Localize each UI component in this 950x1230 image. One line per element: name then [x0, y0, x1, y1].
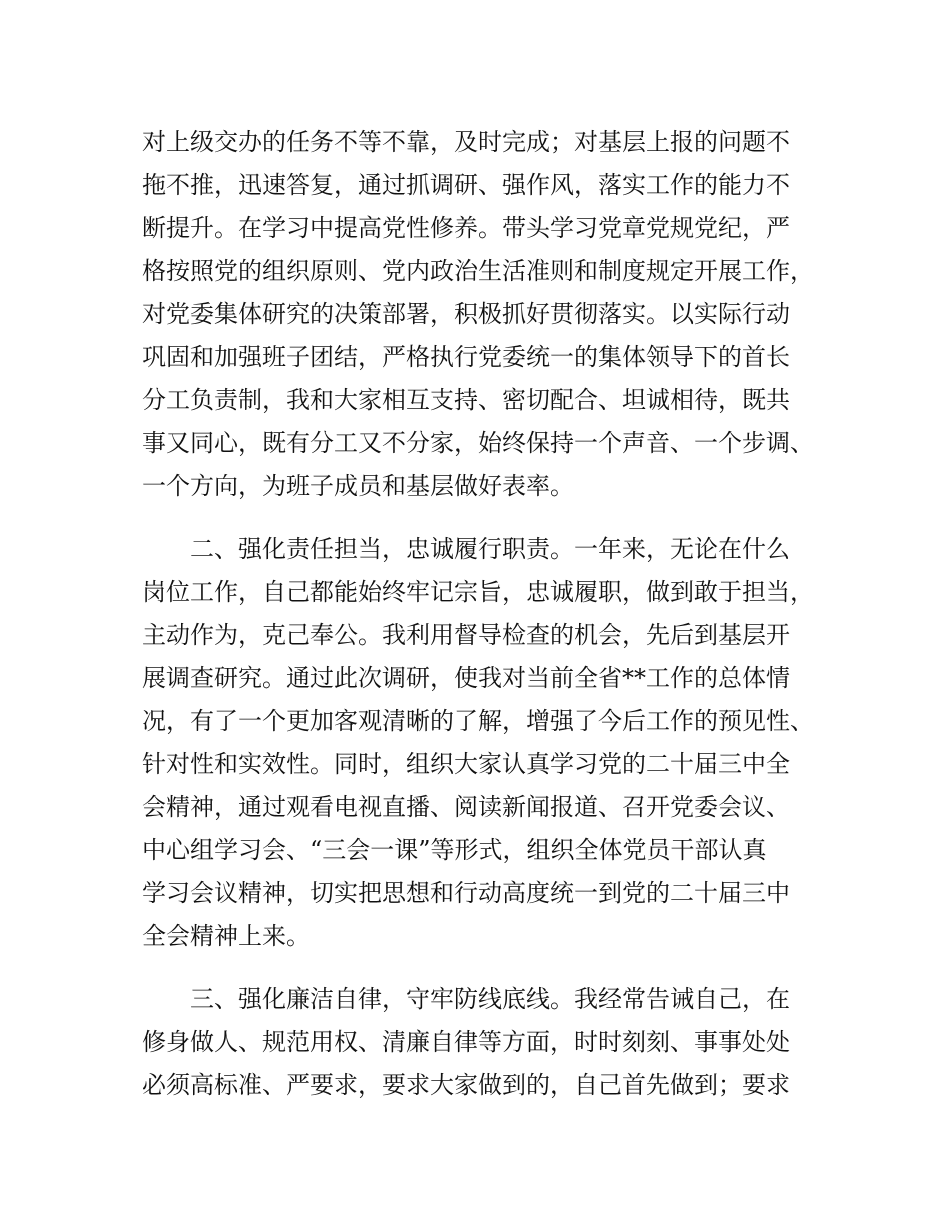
text-line: 断提升。在学习中提高党性修养。带头学习党章党规党纪，严: [142, 214, 790, 242]
text-line: 必须高标准、严要求，要求大家做到的，自己首先做到；要求: [142, 1071, 790, 1099]
text-line: 主动作为，克己奉公。我利用督导检查的机会，先后到基层开: [142, 621, 790, 649]
text-line: 三、强化廉洁自律，守牢防线底线。我经常告诫自己，在: [190, 985, 790, 1013]
text-line: 针对性和实效性。同时，组织大家认真学习党的二十届三中全: [142, 750, 790, 778]
text-line: 中心组学习会、“三会一课”等形式，组织全体党员干部认真: [142, 836, 767, 864]
text-line: 学习会议精神，切实把思想和行动高度统一到党的二十届三中: [142, 879, 790, 907]
text-line: 全会精神上来。: [142, 922, 310, 950]
text-line: 况，有了一个更加客观清晰的了解，增强了今后工作的预见性、: [142, 707, 814, 735]
text-line: 对党委集体研究的决策部署，积极抓好贯彻落实。以实际行动: [142, 300, 790, 328]
text-line: 对上级交办的任务不等不靠，及时完成；对基层上报的问题不: [142, 128, 790, 156]
text-line: 展调查研究。通过此次调研，使我对当前全省**工作的总体情: [142, 664, 790, 692]
paragraph-section-two: [142, 528, 822, 958]
text-line: 一个方向，为班子成员和基层做好表率。: [142, 472, 574, 500]
text-line: 事又同心，既有分工又不分家，始终保持一个声音、一个步调、: [142, 429, 814, 457]
text-line: 修身做人、规范用权、清廉自律等方面，时时刻刻、事事处处: [142, 1028, 790, 1056]
paragraph-continuation: [142, 121, 822, 508]
text-line: 会精神，通过观看电视直播、阅读新闻报道、召开党委会议、: [142, 793, 790, 821]
text-line: 分工负责制，我和大家相互支持、密切配合、坦诚相待，既共: [142, 386, 790, 414]
text-line: 格按照党的组织原则、党内政治生活准则和制度规定开展工作，: [142, 257, 814, 285]
text-line: 二、强化责任担当，忠诚履行职责。一年来，无论在什么: [190, 535, 790, 563]
paragraph-section-three: [142, 978, 822, 1107]
text-line: 拖不推，迅速答复，通过抓调研、强作风，落实工作的能力不: [142, 171, 790, 199]
text-line: 岗位工作，自己都能始终牢记宗旨，忠诚履职，做到敢于担当，: [142, 578, 814, 606]
text-line: 巩固和加强班子团结，严格执行党委统一的集体领导下的首长: [142, 343, 790, 371]
document-body: [142, 121, 822, 1127]
